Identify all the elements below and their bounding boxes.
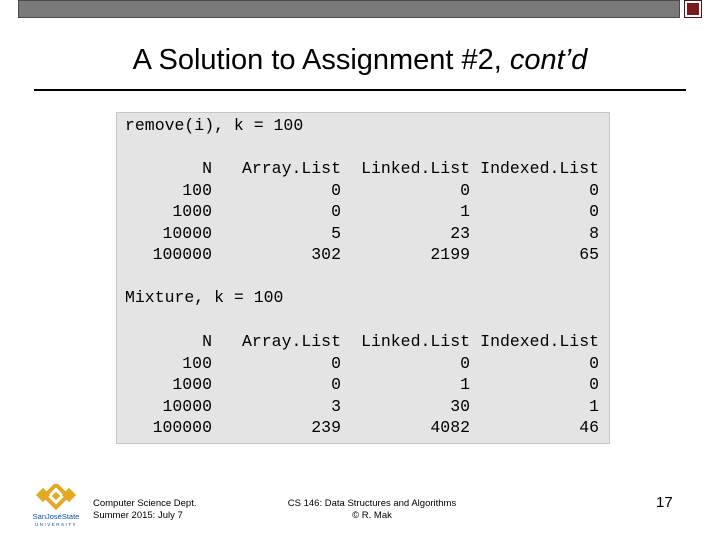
table-header-row [117, 331, 599, 353]
table-row [117, 396, 599, 418]
table-cell: 46 [579, 418, 599, 437]
table-cell: 8 [589, 223, 599, 243]
results-table-mixture [117, 331, 599, 439]
column-header-linkedlist: Linked.List [361, 159, 470, 178]
page-number: 17 [656, 494, 673, 511]
table-cell: 0 [589, 375, 599, 394]
title-underline [34, 89, 686, 91]
table-cell: 1000 [172, 202, 212, 221]
logo-emblem-icon [36, 484, 76, 510]
table-row [117, 417, 599, 439]
table-cell: 1 [460, 202, 470, 221]
column-header-n: N [202, 332, 212, 351]
footer-department [93, 498, 197, 522]
university-logo [32, 484, 80, 528]
footer-course-line2: © R. Mak [352, 510, 392, 521]
top-decorative-square-fill [687, 3, 699, 15]
top-decorative-square [684, 0, 702, 18]
table-cell: 3 [331, 396, 341, 416]
results-table-remove [117, 158, 599, 266]
table-cell: 5 [331, 223, 341, 243]
table-cell: 302 [311, 245, 341, 264]
column-header-linkedlist: Linked.List [361, 332, 470, 351]
column-header-n: N [202, 159, 212, 178]
table-cell: 1 [589, 396, 599, 416]
slide-title [0, 44, 720, 77]
table-row [117, 374, 599, 396]
column-header-arraylist: Array.List [241, 159, 341, 178]
table-row [117, 353, 599, 375]
table-row [117, 223, 599, 245]
logo-wordmark: SanJoséState [32, 512, 80, 521]
table-cell: 0 [589, 353, 599, 373]
table-cell: 10000 [162, 396, 212, 416]
table-cell: 1000 [172, 375, 212, 394]
table-cell: 100000 [152, 245, 212, 264]
table-row [117, 201, 599, 223]
table-row [117, 244, 599, 266]
table-cell: 239 [311, 418, 341, 437]
table-cell: 0 [589, 180, 599, 200]
table-header-row [117, 158, 599, 180]
table-cell: 0 [331, 180, 341, 200]
footer-course [272, 498, 472, 522]
table-cell: 0 [331, 353, 341, 373]
column-header-indexedlist: Indexed.List [480, 159, 599, 178]
table-cell: 4082 [430, 418, 470, 437]
column-header-arraylist: Array.List [241, 332, 341, 351]
table-cell: 2199 [430, 245, 470, 264]
table-cell: 30 [450, 396, 470, 416]
top-decorative-band [18, 0, 680, 18]
section-heading-mixture: Mixture, k = 100 [125, 288, 284, 307]
table-cell: 23 [450, 223, 470, 243]
table-cell: 1 [460, 375, 470, 394]
logo-university-text: UNIVERSITY [34, 522, 78, 527]
table-cell: 65 [579, 245, 599, 264]
table-cell: 100000 [152, 418, 212, 437]
table-cell: 0 [460, 180, 470, 200]
code-output-box [116, 112, 610, 444]
table-cell: 0 [460, 353, 470, 373]
footer-dept-line2: Summer 2015: July 7 [93, 510, 183, 521]
table-cell: 0 [589, 202, 599, 221]
footer-dept-line1: Computer Science Dept. [93, 498, 197, 509]
table-cell: 100 [182, 353, 212, 373]
table-cell: 100 [182, 180, 212, 200]
footer-course-line1: CS 146: Data Structures and Algorithms [287, 498, 457, 509]
table-cell: 0 [331, 202, 341, 221]
section-heading-remove: remove(i), k = 100 [125, 116, 304, 135]
table-row [117, 180, 599, 202]
table-cell: 0 [331, 375, 341, 394]
table-cell: 10000 [162, 223, 212, 243]
column-header-indexedlist: Indexed.List [480, 332, 599, 351]
slide-title-italic: cont’d [509, 44, 588, 76]
slide-title-main: A Solution to Assignment #2, [132, 44, 510, 76]
